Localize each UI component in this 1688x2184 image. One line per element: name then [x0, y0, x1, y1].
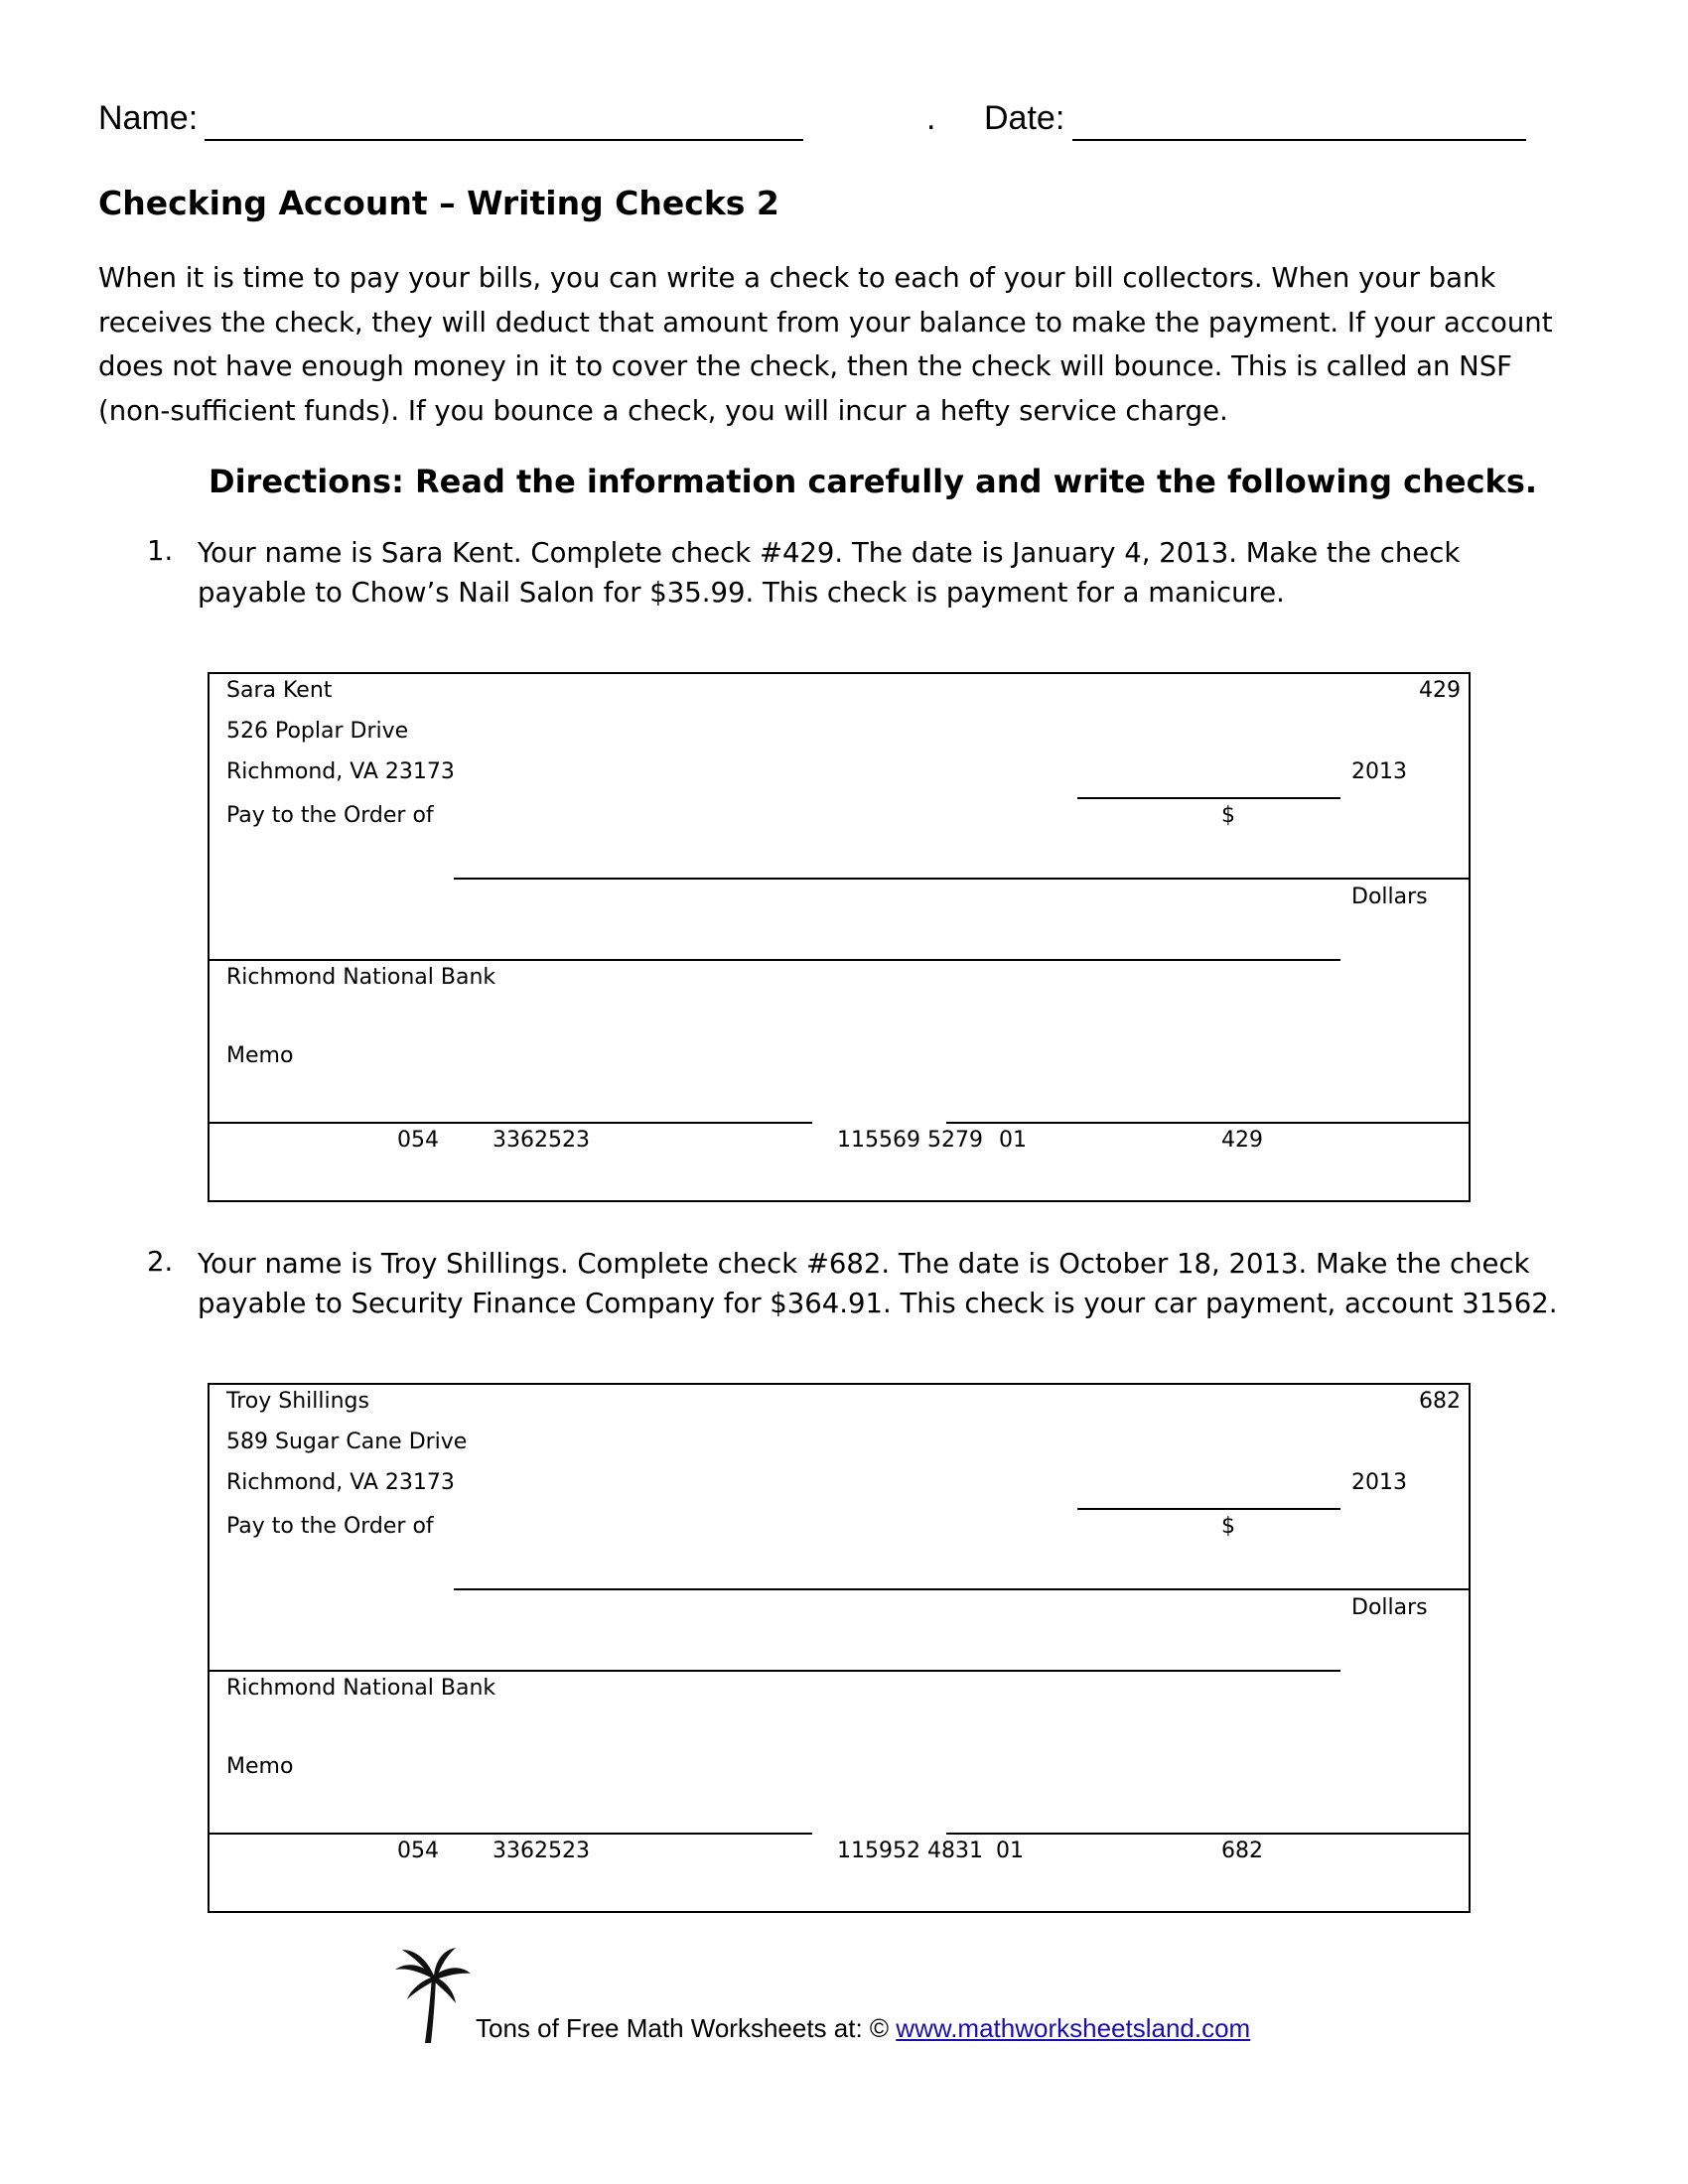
payee-line[interactable] — [454, 1588, 1471, 1590]
name-label: Name: — [98, 99, 199, 137]
footer-link[interactable]: www.mathworksheetsland.com — [896, 2013, 1251, 2043]
micr-routing: 054 — [397, 1839, 439, 1863]
dollar-sign: $ — [1221, 1514, 1235, 1539]
question-number: 1. — [147, 535, 174, 567]
dollar-sign: $ — [1221, 803, 1235, 828]
date-field[interactable] — [1072, 139, 1526, 141]
micr-check-number: 429 — [1221, 1128, 1263, 1153]
date-label: Date: — [984, 99, 1065, 137]
check-address-line2: Richmond, VA 23173 — [226, 759, 455, 784]
micr-routing: 054 — [397, 1128, 439, 1153]
signature-line[interactable] — [946, 1122, 1471, 1124]
check-number: 682 — [1419, 1389, 1461, 1414]
amount-words-line[interactable] — [210, 959, 1340, 961]
memo-label: Memo — [226, 1754, 294, 1779]
pay-to-label: Pay to the Order of — [226, 1514, 434, 1539]
check-owner: Troy Shillings — [226, 1389, 369, 1414]
directions: Directions: Read the information carefully and write the following checks. — [209, 463, 1538, 500]
memo-label: Memo — [226, 1043, 294, 1068]
date-line[interactable] — [1077, 797, 1340, 799]
memo-line[interactable] — [210, 1122, 812, 1124]
micr-transit: 3362523 — [492, 1839, 590, 1863]
dollars-label: Dollars — [1351, 885, 1428, 909]
dollars-label: Dollars — [1351, 1595, 1428, 1620]
check-address-line1: 526 Poplar Drive — [226, 719, 409, 744]
micr-sequence: 01 — [999, 1128, 1027, 1153]
date-line[interactable] — [1077, 1508, 1340, 1510]
micr-sequence: 01 — [996, 1839, 1024, 1863]
palm-tree-icon — [392, 1946, 472, 2049]
worksheet-title: Checking Account – Writing Checks 2 — [98, 184, 779, 222]
bank-name: Richmond National Bank — [226, 1676, 496, 1701]
bank-name: Richmond National Bank — [226, 965, 496, 990]
header-dot: . — [926, 99, 936, 137]
check-owner: Sara Kent — [226, 678, 333, 703]
memo-line[interactable] — [210, 1833, 812, 1835]
footer-text: Tons of Free Math Worksheets at: © — [476, 2013, 897, 2043]
question-number: 2. — [147, 1246, 174, 1278]
check-682 — [208, 1383, 1471, 1913]
micr-account: 115952 4831 — [837, 1839, 983, 1863]
pay-to-label: Pay to the Order of — [226, 803, 434, 828]
micr-check-number: 682 — [1221, 1839, 1263, 1863]
amount-words-line[interactable] — [210, 1670, 1340, 1672]
check-address-line1: 589 Sugar Cane Drive — [226, 1430, 468, 1454]
micr-transit: 3362523 — [492, 1128, 590, 1153]
intro-paragraph: When it is time to pay your bills, you can write a check to each of your bill collectors. When your bank receives the check, they will deduct that amount from your balance to make the payment. If your account does not have enough money in it to cover the check, then the check will bounce. This is called an NSF (non-sufficient funds). If you bounce a check, you will incur a hefty service charge. — [98, 262, 1553, 427]
name-field[interactable] — [205, 139, 803, 141]
footer-credit — [476, 2013, 1250, 2044]
signature-line[interactable] — [946, 1833, 1471, 1835]
check-address-line2: Richmond, VA 23173 — [226, 1470, 455, 1495]
check-year: 2013 — [1351, 1470, 1407, 1495]
payee-line[interactable] — [454, 878, 1471, 880]
question-text: Your name is Sara Kent. Complete check #429. The date is January 4, 2013. Make the check payable to Chow’s Nail Salon for $35.99. This check is payment for a manicure. — [198, 537, 1461, 609]
check-429 — [208, 672, 1471, 1202]
question-text: Your name is Troy Shillings. Complete check #682. The date is October 18, 2013. Make the check payable to Security Finance Company for $364.91. This check is your car payment, account 31562. — [198, 1248, 1558, 1319]
micr-account: 115569 5279 — [837, 1128, 983, 1153]
check-year: 2013 — [1351, 759, 1407, 784]
check-number: 429 — [1419, 678, 1461, 703]
